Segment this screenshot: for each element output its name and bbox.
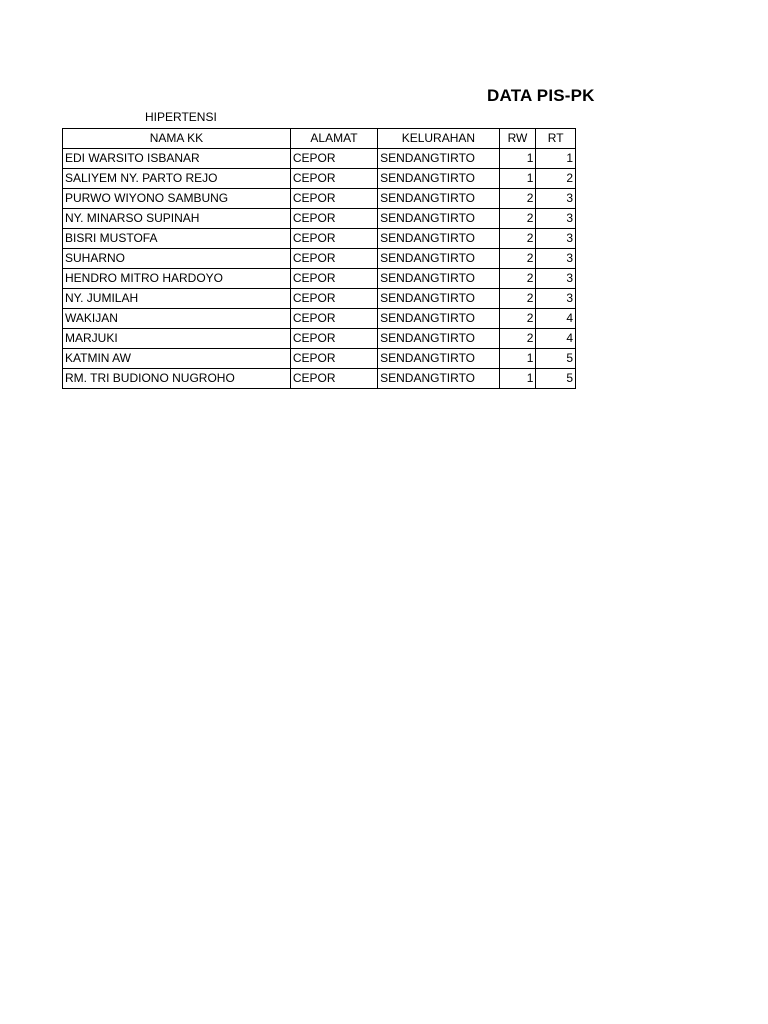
cell-kelurahan: SENDANGTIRTO [378, 349, 500, 369]
cell-rw: 1 [499, 349, 536, 369]
cell-nama-kk: BISRI MUSTOFA [63, 229, 291, 249]
table-row [63, 209, 576, 229]
table-body [63, 149, 576, 389]
cell-kelurahan: SENDANGTIRTO [378, 189, 500, 209]
cell-kelurahan: SENDANGTIRTO [378, 269, 500, 289]
cell-kelurahan: SENDANGTIRTO [378, 149, 500, 169]
cell-rt: 4 [536, 329, 576, 349]
cell-kelurahan: SENDANGTIRTO [378, 329, 500, 349]
table-row [63, 329, 576, 349]
cell-rw: 2 [499, 289, 536, 309]
column-header-alamat: ALAMAT [290, 129, 377, 149]
table-header-row [63, 129, 576, 149]
cell-rt: 3 [536, 289, 576, 309]
cell-rt: 5 [536, 349, 576, 369]
cell-rw: 2 [499, 189, 536, 209]
cell-nama-kk: EDI WARSITO ISBANAR [63, 149, 291, 169]
cell-rt: 3 [536, 249, 576, 269]
cell-rw: 1 [499, 149, 536, 169]
column-header-nama-kk: NAMA KK [63, 129, 291, 149]
table-row [63, 349, 576, 369]
cell-nama-kk: RM. TRI BUDIONO NUGROHO [63, 369, 291, 389]
cell-alamat: CEPOR [290, 169, 377, 189]
page-title: DATA PIS-PK [487, 86, 595, 105]
cell-rw: 2 [499, 229, 536, 249]
cell-rw: 2 [499, 329, 536, 349]
table-row [63, 289, 576, 309]
column-header-kelurahan: KELURAHAN [378, 129, 500, 149]
cell-alamat: CEPOR [290, 229, 377, 249]
cell-rw: 1 [499, 369, 536, 389]
cell-rw: 2 [499, 249, 536, 269]
cell-kelurahan: SENDANGTIRTO [378, 289, 500, 309]
table-header [63, 129, 576, 149]
cell-rt: 3 [536, 229, 576, 249]
cell-alamat: CEPOR [290, 289, 377, 309]
table-row [63, 309, 576, 329]
cell-rw: 2 [499, 209, 536, 229]
cell-nama-kk: PURWO WIYONO SAMBUNG [63, 189, 291, 209]
data-table [62, 128, 576, 389]
cell-nama-kk: NY. JUMILAH [63, 289, 291, 309]
cell-rw: 1 [499, 169, 536, 189]
cell-rt: 1 [536, 149, 576, 169]
table-row [63, 369, 576, 389]
cell-kelurahan: SENDANGTIRTO [378, 229, 500, 249]
column-header-rt: RT [536, 129, 576, 149]
table-row [63, 249, 576, 269]
cell-rt: 2 [536, 169, 576, 189]
cell-alamat: CEPOR [290, 349, 377, 369]
cell-nama-kk: WAKIJAN [63, 309, 291, 329]
cell-alamat: CEPOR [290, 329, 377, 349]
cell-kelurahan: SENDANGTIRTO [378, 209, 500, 229]
cell-rw: 2 [499, 269, 536, 289]
cell-alamat: CEPOR [290, 309, 377, 329]
cell-rt: 4 [536, 309, 576, 329]
table-row [63, 149, 576, 169]
cell-kelurahan: SENDANGTIRTO [378, 169, 500, 189]
cell-alamat: CEPOR [290, 269, 377, 289]
cell-alamat: CEPOR [290, 369, 377, 389]
cell-nama-kk: HENDRO MITRO HARDOYO [63, 269, 291, 289]
column-header-rw: RW [499, 129, 536, 149]
cell-nama-kk: NY. MINARSO SUPINAH [63, 209, 291, 229]
table-row [63, 189, 576, 209]
table-row [63, 229, 576, 249]
section-subtitle: HIPERTENSI [145, 110, 217, 124]
table-row [63, 169, 576, 189]
cell-kelurahan: SENDANGTIRTO [378, 249, 500, 269]
cell-kelurahan: SENDANGTIRTO [378, 309, 500, 329]
cell-alamat: CEPOR [290, 209, 377, 229]
cell-rt: 5 [536, 369, 576, 389]
cell-alamat: CEPOR [290, 149, 377, 169]
cell-kelurahan: SENDANGTIRTO [378, 369, 500, 389]
cell-rt: 3 [536, 189, 576, 209]
cell-rw: 2 [499, 309, 536, 329]
cell-rt: 3 [536, 209, 576, 229]
cell-nama-kk: MARJUKI [63, 329, 291, 349]
cell-alamat: CEPOR [290, 189, 377, 209]
cell-rt: 3 [536, 269, 576, 289]
cell-alamat: CEPOR [290, 249, 377, 269]
table-row [63, 269, 576, 289]
cell-nama-kk: SALIYEM NY. PARTO REJO [63, 169, 291, 189]
cell-nama-kk: KATMIN AW [63, 349, 291, 369]
cell-nama-kk: SUHARNO [63, 249, 291, 269]
